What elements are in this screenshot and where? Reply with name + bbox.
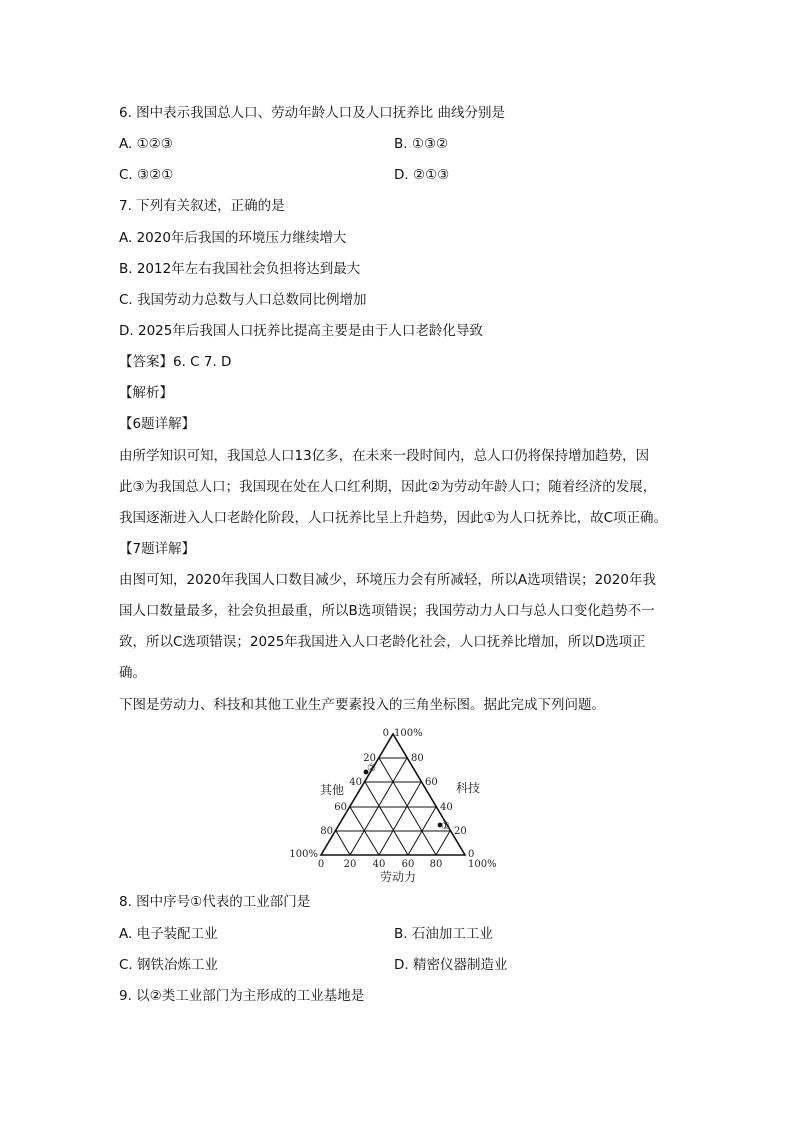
- figure-intro: 下图是劳动力、科技和其他工业生产要素投入的三角坐标图。据此完成下列问题。: [119, 697, 605, 713]
- bottom-tick: 40: [372, 859, 386, 870]
- q7-option-d: D. 2025年后我国人口抚养比提高主要是由于人口老龄化导致: [119, 323, 483, 339]
- right-tick: 60: [425, 777, 438, 788]
- left-tick: 20: [363, 753, 376, 764]
- grid-line: [336, 831, 350, 855]
- detail-6-line-3: 我国逐渐进入人口老龄化阶段，人口抚养比呈上升趋势，因此①为人口抚养比，故C项正确。: [119, 510, 668, 526]
- q7-option-a: A. 2020年后我国的环境压力继续增大: [119, 230, 347, 246]
- left-tick: 80: [320, 826, 333, 837]
- corner-right-label: 0: [468, 849, 475, 860]
- top-tick: 100%: [394, 728, 423, 739]
- axis-label-labor: 劳动力: [379, 870, 417, 884]
- q7-option-b: B. 2012年左右我国社会负担将达到最大: [119, 261, 361, 277]
- right-tick: 40: [440, 802, 453, 813]
- bottom-tick: 80: [429, 859, 443, 870]
- detail-6-line-1: 由所学知识可知，我国总人口13亿多，在未来一段时间内，总人口仍将保持增加趋势，因: [119, 448, 650, 464]
- left-tick: 60: [334, 802, 347, 813]
- axis-label-other: 其他: [319, 783, 345, 797]
- detail-7-line-1: 由图可知，2020年我国人口数目减少，环境压力会有所减轻，所以A选项错误；2020年我: [119, 572, 656, 588]
- q6-option-b: B. ①③②: [394, 136, 449, 152]
- q8-option-c: C. 钢铁冶炼工业: [119, 957, 219, 973]
- question-9-stem: 9. 以②类工业部门为主形成的工业基地是: [119, 988, 365, 1004]
- q7-option-c: C. 我国劳动力总数与人口总数同比例增加: [119, 292, 367, 308]
- q8-option-d: D. 精密仪器制造业: [394, 957, 508, 973]
- left-tick: 40: [349, 777, 362, 788]
- top-tick: 0: [382, 728, 389, 739]
- detail-7-line-2: 国人口数量最多，社会负担最重，所以B选项错误；我国劳动力人口与总人口变化趋势不一: [119, 603, 655, 619]
- detail-7-line-3: 致，所以C选项错误；2025年我国进入人口老龄化社会，人口抚养比增加，所以D选项正: [119, 634, 646, 650]
- bottom-tick: 100%: [468, 859, 497, 870]
- ternary-diagram: [288, 724, 508, 884]
- question-7-stem: 7. 下列有关叙述，正确的是: [119, 198, 285, 214]
- question-6-stem: 6. 图中表示我国总人口、劳动年龄人口及人口抚养比 曲线分别是: [119, 105, 505, 121]
- bottom-tick: 60: [401, 859, 415, 870]
- detail-7-line-4: 确。: [119, 665, 146, 681]
- point-2-label: ②: [367, 763, 376, 774]
- q6-option-a: A. ①②③: [119, 136, 173, 152]
- right-tick: 80: [411, 753, 424, 764]
- analysis-heading: 【解析】: [119, 385, 173, 401]
- corner-left-label: 100%: [289, 849, 318, 860]
- q6-option-c: C. ③②①: [119, 167, 174, 183]
- bottom-tick: 0: [317, 859, 325, 870]
- question-8-stem: 8. 图中序号①代表的工业部门是: [119, 894, 311, 910]
- detail-6-line-2: 此③为我国总人口；我国现在处在人口红利期，因此②为劳动年龄人口；随着经济的发展，: [119, 479, 657, 495]
- q8-option-a: A. 电子装配工业: [119, 926, 218, 942]
- bottom-tick: 20: [343, 859, 357, 870]
- q8-option-b: B. 石油加工工业: [394, 926, 493, 942]
- right-tick: 20: [454, 826, 467, 837]
- q6-option-d: D. ②①③: [394, 167, 450, 183]
- axis-label-technology: 科技: [455, 781, 481, 795]
- detail-7-heading: 【7题详解】: [119, 541, 196, 557]
- grid-line: [436, 831, 450, 855]
- answer-line: 【答案】6. C 7. D: [119, 354, 232, 370]
- detail-6-heading: 【6题详解】: [119, 416, 196, 432]
- point-1-label: ①: [441, 821, 450, 832]
